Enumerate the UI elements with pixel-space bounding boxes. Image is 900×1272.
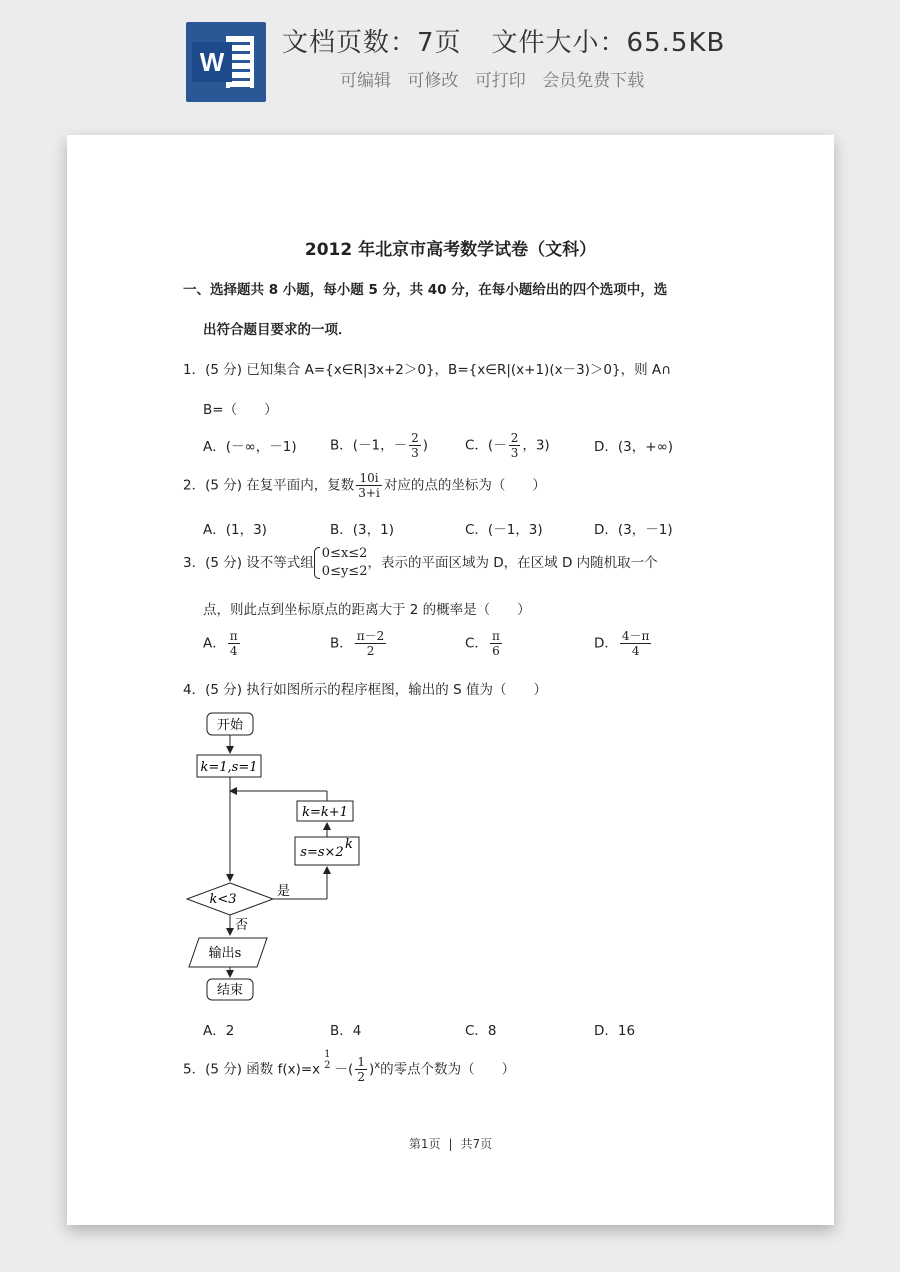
- feature-modifiable: 可修改: [407, 71, 459, 91]
- feature-editable: 可编辑: [340, 71, 391, 91]
- question-2-option-c: C．(－1，3): [465, 522, 543, 538]
- flow-no-label: 否: [235, 918, 249, 933]
- question-3-stem-cont: 点，则此点到坐标原点的距离大于 2 的概率是（ ）: [203, 602, 531, 618]
- question-2-option-d: D．(3，－1): [594, 522, 673, 538]
- feature-list: [340, 66, 644, 91]
- total-pages: 共7页: [460, 1137, 493, 1151]
- question-4-option-c: C．8: [465, 1023, 497, 1039]
- document-title: 2012 年北京市高考数学试卷（文科）: [304, 240, 597, 260]
- question-3-option-a: A． $\frac{\pi}{4}$: [203, 629, 238, 658]
- question-3-option-b: B． $\frac{\pi-2}{2}$: [330, 629, 385, 658]
- flow-increment-label: k=k+1: [302, 805, 348, 820]
- flow-update-label: s=s×2: [300, 845, 344, 860]
- question-4-option-b: B．4: [330, 1023, 362, 1039]
- question-4-option-a: A．2: [203, 1023, 235, 1039]
- question-1-option-a: A．(－∞，－1): [203, 439, 297, 455]
- question-1-option-d: D．(3，+∞): [594, 439, 674, 455]
- section-heading-line2: 出符合题目要求的一项．: [203, 322, 352, 338]
- flow-condition-label: k<3: [209, 892, 237, 907]
- question-1-stem: 1．(5 分) 已知集合 A={x∈R|3x+2＞0}，B={x∈R|(x+1)(x－3)＞0}，则 A∩: [183, 362, 672, 378]
- section-heading-line1: 一、选择题共 8 小题，每小题 5 分，共 40 分，在每小题给出的四个选项中，选: [183, 282, 668, 298]
- feature-free-download: 会员免费下载: [542, 71, 645, 91]
- question-3-stem: 3．(5 分) 设不等式组 0≤x≤2 0≤y≤2 ，表示的平面区域为 D，在区域 D 内随机取一个: [183, 546, 658, 579]
- question-5-stem: 5．(5 分) 函数 f(x)=x 1 2 －( $\frac{1}{2}$ )$^x$的零点个数为（ ）: [183, 1049, 516, 1084]
- document-info-title: [282, 22, 725, 59]
- question-2-stem: 2．(5 分) 在复平面内，复数 $\frac{10i}{3+i}$ 对应的点的坐标为（ ）: [183, 471, 546, 500]
- question-4-stem: 4．(5 分) 执行如图所示的程序框图，输出的 S 值为（ ）: [183, 682, 547, 698]
- question-4-option-d: D．16: [594, 1023, 636, 1039]
- flow-end-label: 结束: [216, 983, 244, 998]
- flow-init-label: k=1,s=1: [200, 760, 258, 775]
- question-3-option-c: C． $\frac{\pi}{6}$: [465, 629, 500, 658]
- flow-update-exponent: k: [345, 837, 353, 852]
- question-2-option-a: A．(1，3): [203, 522, 267, 538]
- word-document-icon: W: [186, 22, 266, 102]
- question-1-option-c: C．(－ $\frac{2}{3}$ ，3): [465, 431, 550, 460]
- page-number-footer: 第1页 | 共7页: [408, 1137, 493, 1151]
- flow-output-label: 输出s: [208, 946, 242, 961]
- program-flowchart: [177, 705, 377, 1005]
- file-size: 文件大小：65.5KB: [491, 28, 726, 58]
- question-1-option-b: B．(－1，－ $\frac{2}{3}$ ): [330, 431, 429, 460]
- flow-yes-label: 是: [277, 884, 291, 899]
- feature-printable: 可打印: [474, 71, 526, 91]
- page-count: 文档页数：7页: [282, 28, 462, 58]
- document-page: [67, 135, 834, 1225]
- header-banner: [0, 0, 900, 118]
- current-page: 第1页: [408, 1137, 441, 1151]
- question-3-option-d: D． $\frac{4-\pi}{4}$: [594, 629, 650, 658]
- flow-start-label: 开始: [216, 718, 244, 733]
- question-2-option-b: B．(3，1): [330, 522, 394, 538]
- question-1-stem-cont: B=（ ）: [203, 402, 278, 418]
- inequality-system: 0≤x≤2 0≤y≤2: [314, 545, 368, 581]
